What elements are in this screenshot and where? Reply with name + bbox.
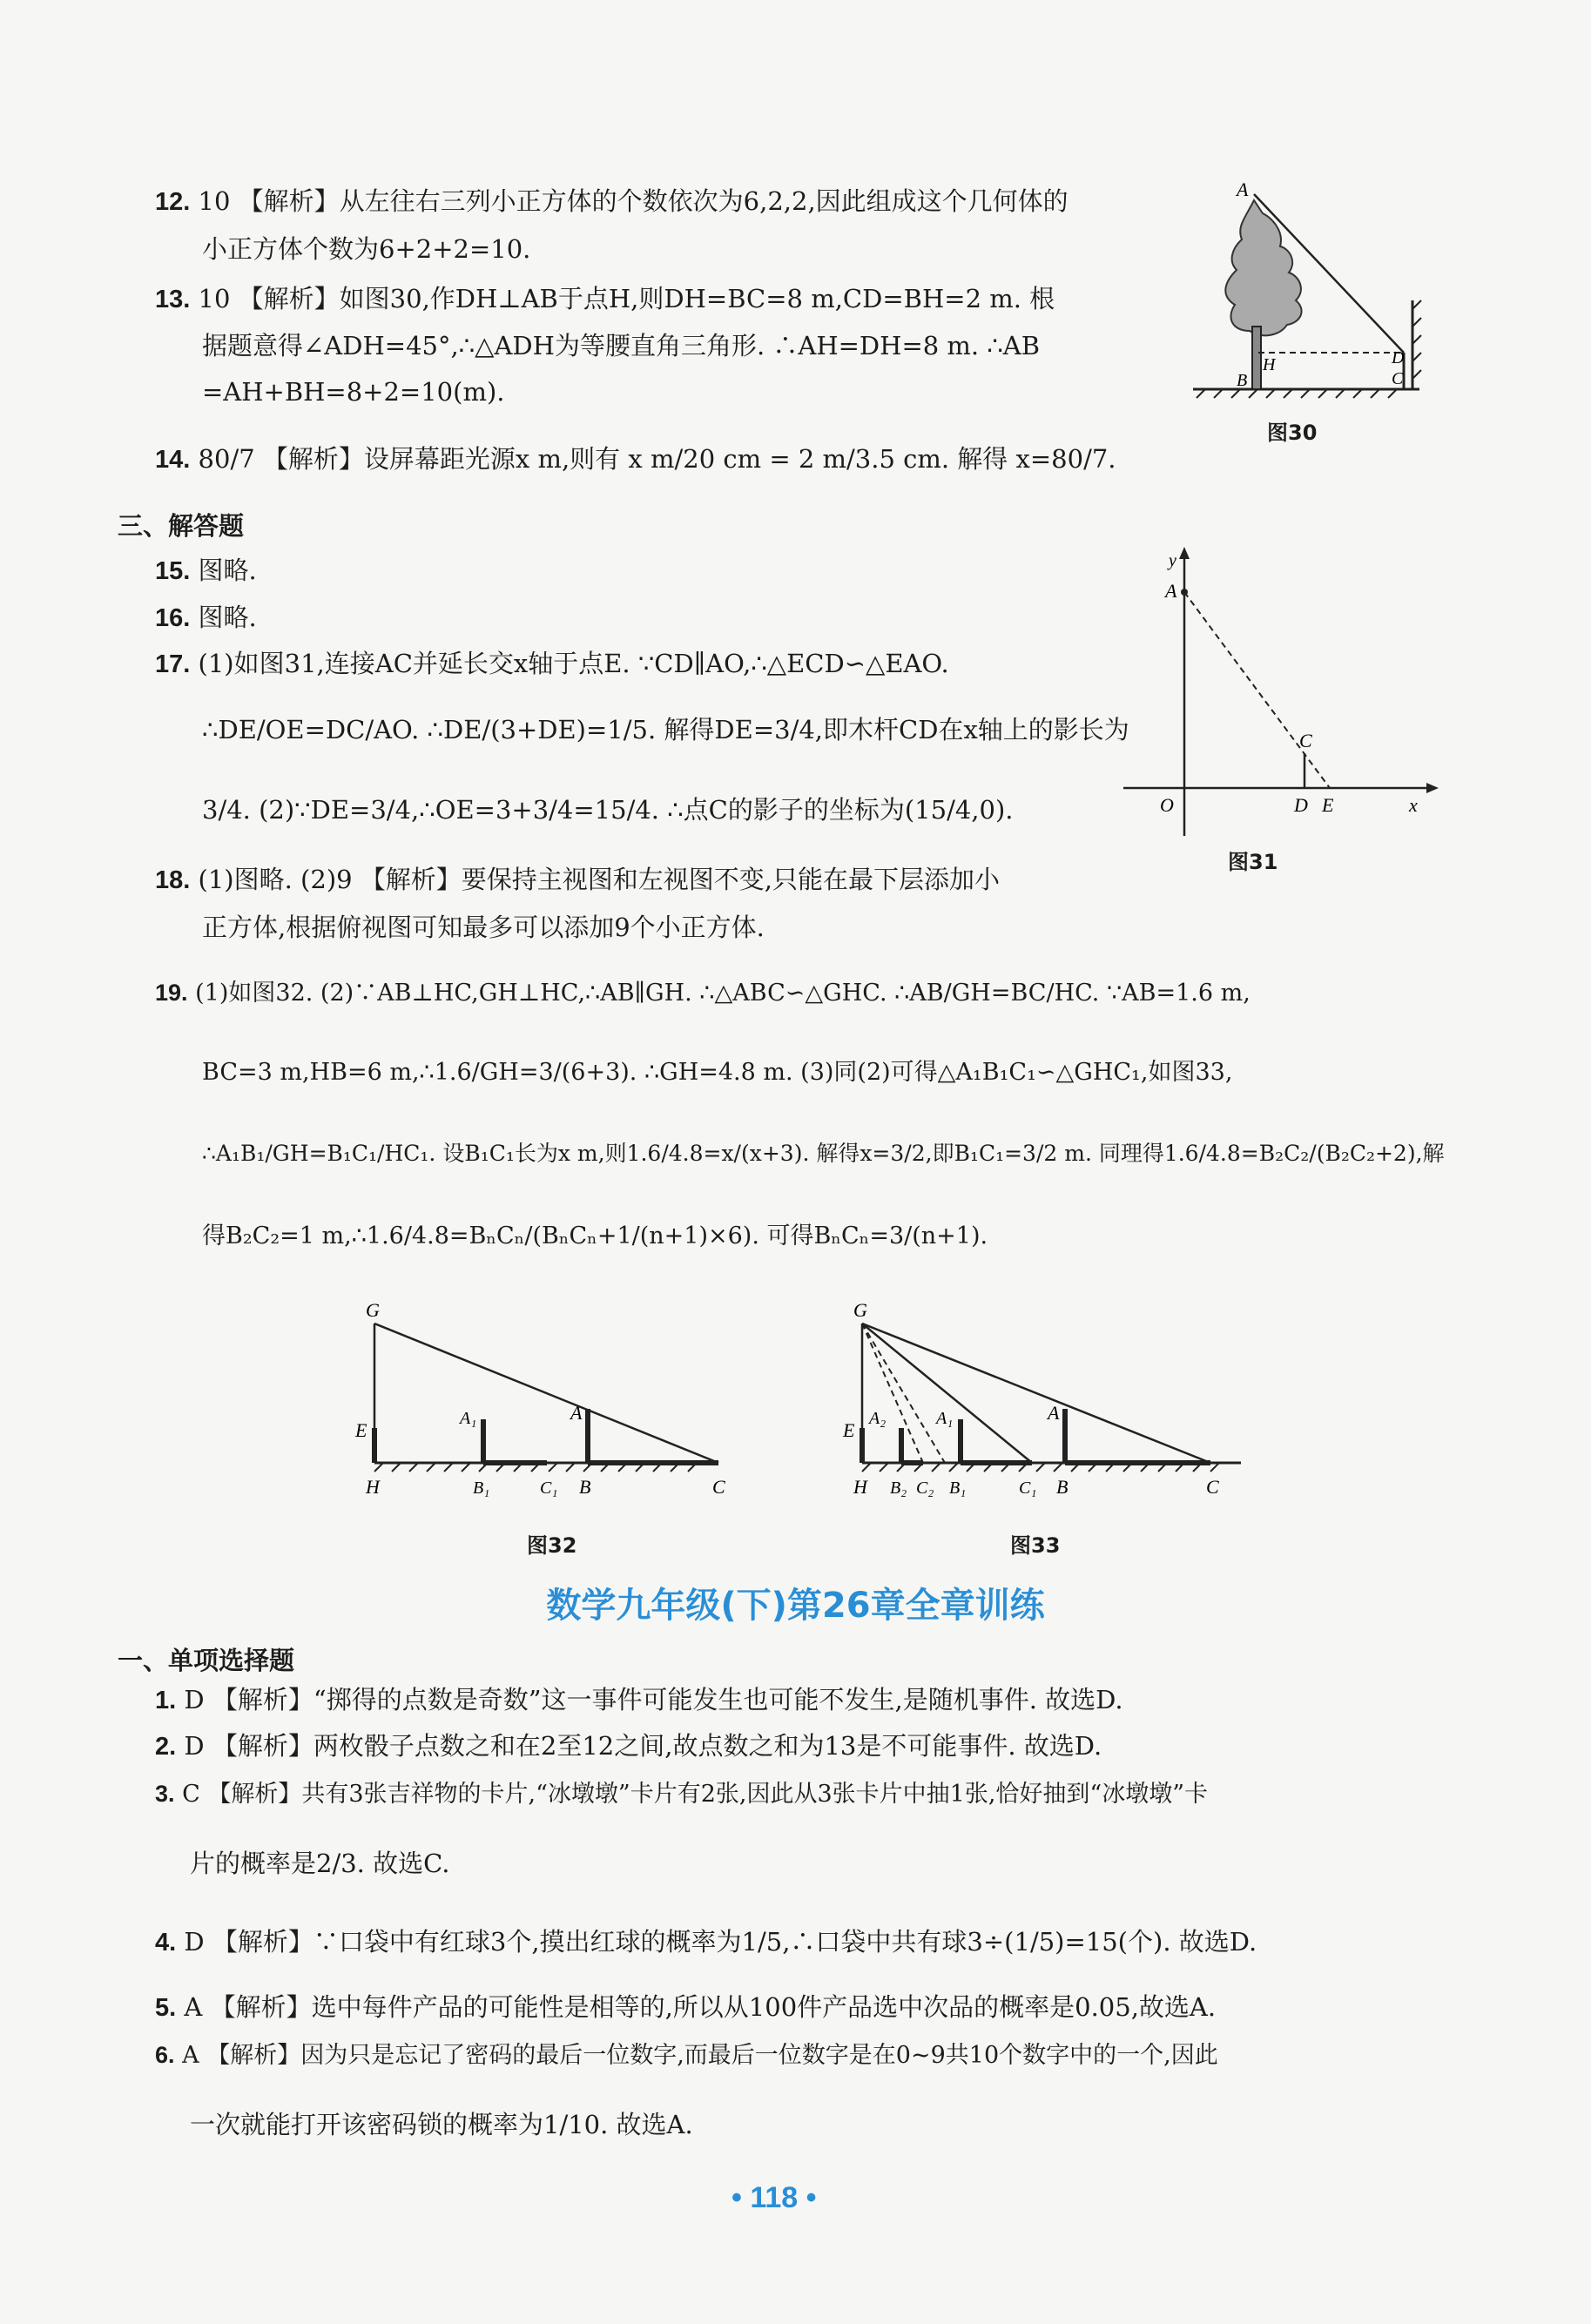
chapter-title: 数学九年级(下)第26章全章训练	[546, 1586, 1045, 1626]
q17-line2: ∴DE/OE=DC/AO. ∴DE/(3+DE)=1/5. 解得DE=3/4,即木杆CD在x轴上的影长为	[202, 715, 1129, 744]
fig32-label-C1: C₁	[540, 1479, 558, 1498]
q14-number: 14.	[155, 446, 191, 474]
q12-text: 10 【解析】从左往右三列小正方体的个数依次为6,2,2,因此组成这个几何体的	[198, 186, 1069, 216]
figure-30-caption: 图30	[1267, 421, 1318, 445]
c1-line	[155, 1682, 1123, 1718]
section-header-3: 三、解答题	[118, 511, 245, 541]
q16-line	[155, 600, 257, 636]
q19-line2: BC=3 m,HB=6 m,∴1.6/GH=3/(6+3). ∴GH=4.8 m. (3)同(2)可得△A₁B₁C₁∽△GHC₁,如图33,	[202, 1059, 1233, 1086]
q16-number: 16.	[155, 604, 191, 632]
q12-line2: 小正方体个数为6+2+2=10.	[202, 234, 531, 264]
fig32-label-B1: B₁	[473, 1479, 490, 1498]
fig31-label-O: O	[1160, 794, 1174, 816]
q12-line1	[155, 184, 1069, 219]
c4-line	[155, 1924, 1257, 1960]
fig30-label-A: A	[1237, 179, 1249, 200]
fig33-label-H: H	[853, 1476, 867, 1498]
fig33-label-B2: B₂	[890, 1479, 907, 1498]
c6-number: 6.	[155, 2042, 175, 2068]
q16-text: 图略.	[198, 603, 257, 632]
fig31-label-C: C	[1299, 730, 1312, 751]
c3-line2: 片的概率是2/3. 故选C.	[190, 1849, 450, 1878]
q14-text: 80/7 【解析】设屏幕距光源x m,则有 x m/20 cm = 2 m/3.5 cm. 解得 x=80/7.	[198, 444, 1116, 474]
figure-31	[1115, 540, 1446, 845]
figure-31-caption: 图31	[1228, 850, 1278, 874]
c6-line1	[155, 2038, 1218, 2073]
q19-number: 19.	[155, 980, 188, 1006]
q19-line3: ∴A₁B₁/GH=B₁C₁/HC₁. 设B₁C₁长为x m,则1.6/4.8=x/(x+3). 解得x=3/2,即B₁C₁=3/2 m. 同理得1.6/4.8=B₂C₂/(B₂C₂+2),解	[202, 1141, 1445, 1166]
q18-text: (1)图略. (2)9 【解析】要保持主视图和左视图不变,只能在最下层添加小	[198, 865, 1001, 894]
fig30-label-H: H	[1263, 355, 1276, 374]
c1-number: 1.	[155, 1687, 177, 1714]
figure-32-caption: 图32	[527, 1533, 577, 1558]
fig32-label-A1: A₁	[460, 1409, 477, 1428]
fig30-label-B: B	[1237, 371, 1248, 390]
fig32-label-E: E	[355, 1419, 367, 1441]
q12-number: 12.	[155, 188, 191, 216]
fig33-label-E: E	[843, 1419, 855, 1441]
c3-text: C 【解析】共有3张吉祥物的卡片,“冰墩墩”卡片有2张,因此从3张卡片中抽1张,恰好抽到“冰墩墩”卡	[182, 1781, 1209, 1808]
fig31-label-A: A	[1165, 580, 1177, 602]
fig31-label-E: E	[1322, 794, 1334, 816]
figure-33-caption: 图33	[1010, 1533, 1061, 1558]
c2-text: D 【解析】两枚骰子点数之和在2至12之间,故点数之和为13是不可能事件. 故选D.	[184, 1731, 1102, 1761]
q17-line3: 3/4. (2)∵DE=3/4,∴OE=3+3/4=15/4. ∴点C的影子的坐标为(15/4,0).	[202, 795, 1014, 825]
q15-number: 15.	[155, 557, 191, 585]
q13-text: 10 【解析】如图30,作DH⊥AB于点H,则DH=BC=8 m,CD=BH=2 m. 根	[198, 284, 1055, 313]
fig31-label-y: y	[1169, 551, 1176, 570]
fig33-label-A: A	[1048, 1402, 1060, 1424]
figure-30	[1184, 179, 1446, 405]
q18-line1	[155, 862, 1000, 898]
c2-line	[155, 1728, 1102, 1764]
fig33-label-G: G	[853, 1299, 867, 1321]
c4-text: D 【解析】∵口袋中有红球3个,摸出红球的概率为1/5,∴口袋中共有球3÷(1/5)=15(个). 故选D.	[184, 1927, 1257, 1957]
fig33-label-C1: C₁	[1019, 1479, 1037, 1498]
fig32-label-C: C	[712, 1476, 725, 1498]
c6-text: A 【解析】因为只是忘记了密码的最后一位数字,而最后一位数字是在0~9共10个数字中的一个,因此	[182, 2042, 1218, 2069]
section-header-1: 一、单项选择题	[118, 1646, 295, 1675]
q14-line	[155, 441, 1116, 477]
fig33-label-B: B	[1056, 1476, 1069, 1498]
c3-line1	[155, 1776, 1208, 1812]
q18-line2: 正方体,根据俯视图可知最多可以添加9个小正方体.	[202, 913, 765, 942]
figure-32	[348, 1297, 749, 1524]
q17-line1	[155, 646, 949, 682]
fig31-label-D: D	[1294, 794, 1308, 816]
q13-line1	[155, 281, 1055, 317]
fig33-label-B1: B₁	[949, 1479, 967, 1498]
fig32-label-B: B	[579, 1476, 591, 1498]
fig30-label-C: C	[1392, 369, 1404, 388]
c1-text: D 【解析】“掷得的点数是奇数”这一事件可能发生也可能不发生,是随机事件. 故选D.	[184, 1685, 1123, 1714]
q18-number: 18.	[155, 866, 191, 894]
q19-line4: 得B₂C₂=1 m,∴1.6/4.8=BₙCₙ/(BₙCₙ+1/(n+1)×6). 可得BₙCₙ=3/(n+1).	[202, 1223, 988, 1250]
fig33-label-C2: C₂	[916, 1479, 934, 1498]
c4-number: 4.	[155, 1929, 177, 1957]
fig33-label-A2: A₂	[869, 1409, 887, 1428]
q19-text: (1)如图32. (2)∵AB⊥HC,GH⊥HC,∴AB∥GH. ∴△ABC∽△GHC. ∴AB/GH=BC/HC. ∵AB=1.6 m,	[195, 980, 1251, 1007]
fig31-label-x: x	[1409, 794, 1418, 816]
fig33-label-A1: A₁	[936, 1409, 954, 1428]
c5-text: A 【解析】选中每件产品的可能性是相等的,所以从100件产品选中次品的概率是0.05,故选A.	[184, 1992, 1217, 2022]
c3-number: 3.	[155, 1781, 175, 1807]
q17-text: (1)如图31,连接AC并延长交x轴于点E. ∵CD∥AO,∴△ECD∽△EAO.	[198, 649, 949, 678]
q15-text: 图略.	[198, 556, 257, 585]
fig33-label-C: C	[1206, 1476, 1219, 1498]
c2-number: 2.	[155, 1733, 177, 1761]
figure-33	[836, 1297, 1254, 1524]
c5-line	[155, 1990, 1216, 2025]
fig32-label-G: G	[366, 1299, 380, 1321]
q19-line1	[155, 975, 1251, 1011]
q13-line3: =AH+BH=8+2=10(m).	[202, 377, 505, 407]
c5-number: 5.	[155, 1994, 177, 2022]
c6-line2: 一次就能打开该密码锁的概率为1/10. 故选A.	[190, 2110, 693, 2139]
fig30-label-D: D	[1392, 348, 1405, 367]
fig32-label-H: H	[366, 1476, 380, 1498]
q17-number: 17.	[155, 650, 191, 678]
q13-number: 13.	[155, 286, 191, 313]
q13-line2: 据题意得∠ADH=45°,∴△ADH为等腰直角三角形. ∴AH=DH=8 m. ∴AB	[202, 331, 1041, 360]
page-number: • 118 •	[731, 2181, 817, 2214]
fig32-label-A: A	[570, 1402, 583, 1424]
q15-line	[155, 553, 257, 589]
